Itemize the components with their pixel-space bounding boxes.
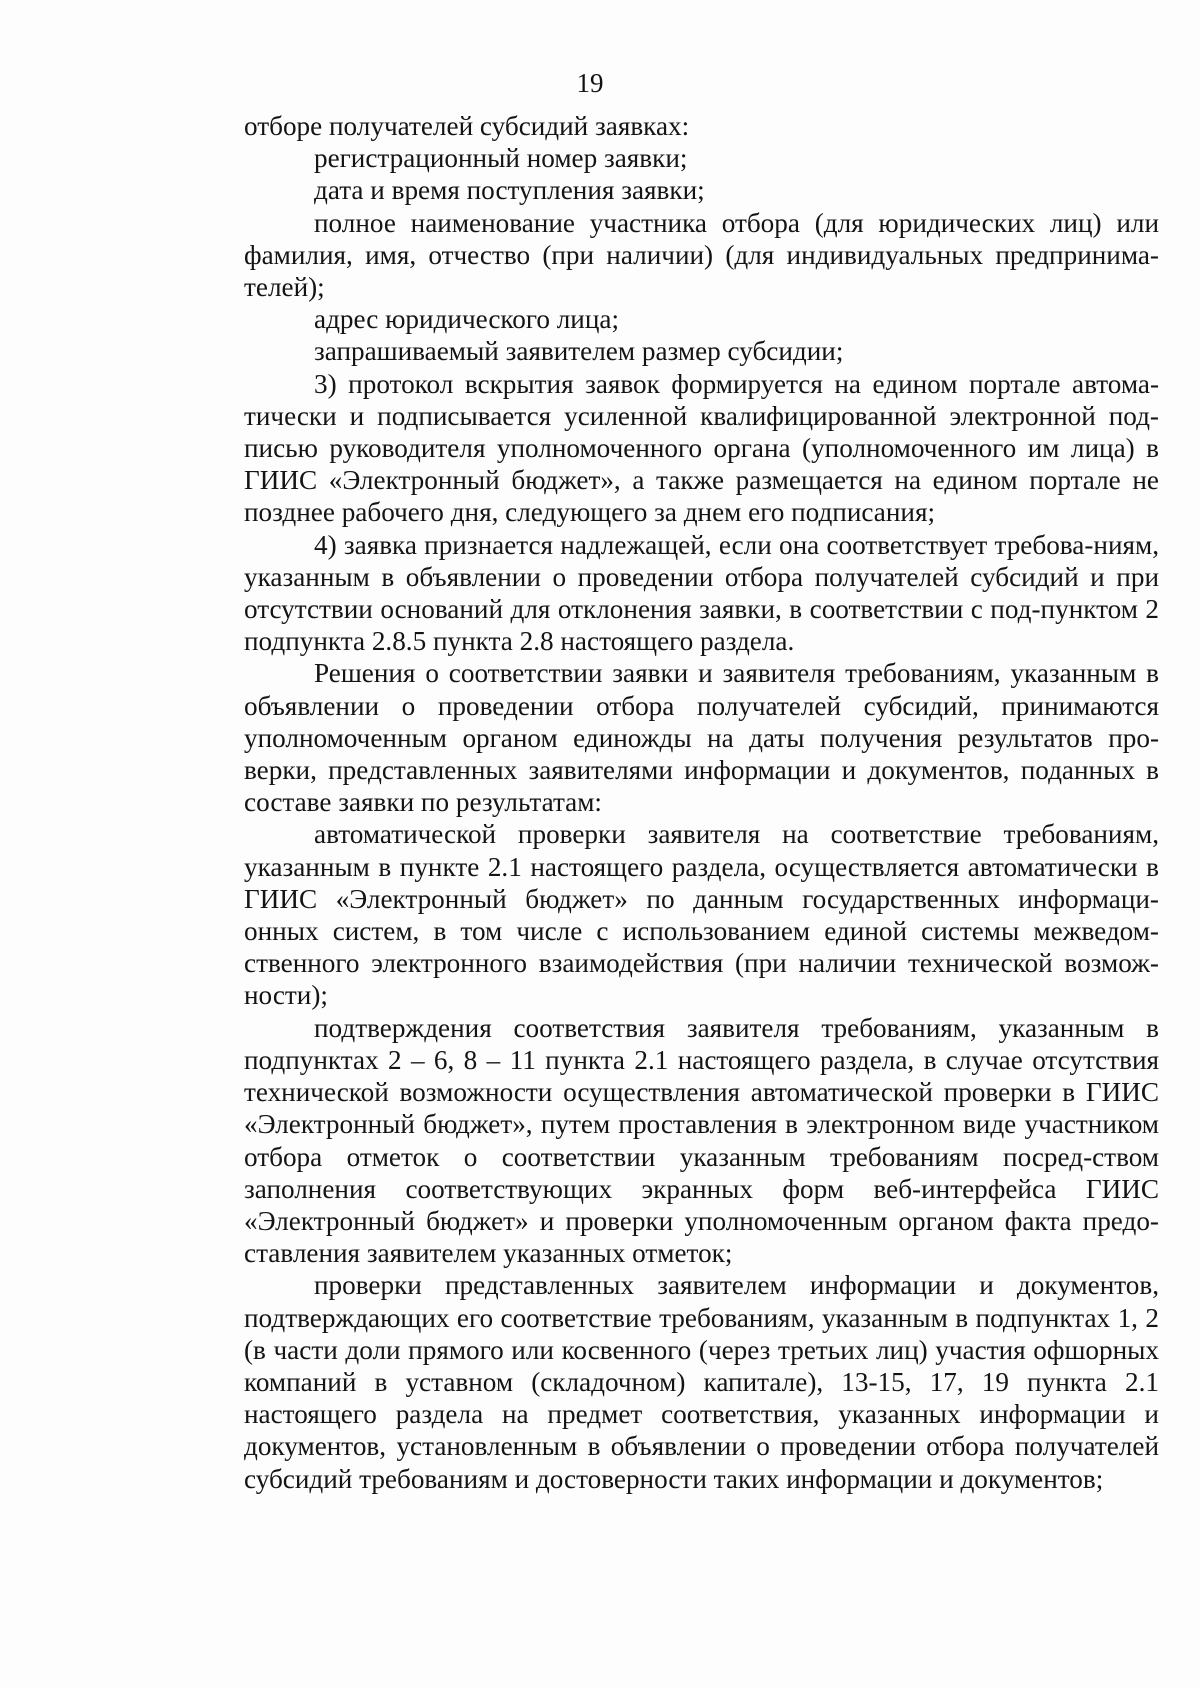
paragraph-automatic-check: автоматической проверки заявителя на соответствие требованиям, указанным в пункте 2.1 настоящего раздела, осуществляется автоматически в ГИИС «Электронный бюджет» по данным государственных информаци-онных систем, в том числе с использованием единой системы межведом-ственного электронного взаимодействия (при наличии технической возмож-ности);	[244, 819, 1159, 1011]
paragraph-item-4: 4) заявка признается надлежащей, если она соответствует требова-ниям, указанным в объявлении о проведении отбора получателей субсидий и при отсутствии оснований для отклонения заявки, в соответствии с под-пунктом 2 подпункта 2.8.5 пункта 2.8 настоящего раздела.	[244, 529, 1159, 657]
paragraph-item-3: 3) протокол вскрытия заявок формируется на едином портале автома-тически и подписывается усиленной квалифицированной электронной под-писью руководителя уполномоченного органа (уполномоченного им лица) в ГИИС «Электронный бюджет», а также размещается на едином портале не позднее рабочего дня, следующего за днем его подписания;	[244, 368, 1159, 528]
list-item-date-time: дата и время поступления заявки;	[314, 175, 705, 206]
paragraph-confirmation: подтверждения соответствия заявителя требованиям, указанным в подпунктах 2 – 6, 8 – 11 пункта 2.1 настоящего раздела, в случае отсутствия технической возможности осуществления автоматической проверки в ГИИС «Электронный бюджет», путем проставления в электронном виде участником отбора отметок о соответствии указанным требованиям посред-ством заполнения соответствующих экранных форм веб-интерфейса ГИИС «Электронный бюджет» и проверки уполномоченным органом факта предо-ставления заявителем указанных отметок;	[244, 1012, 1159, 1269]
page-number: 19	[576, 68, 604, 98]
list-item-address: адрес юридического лица;	[314, 304, 619, 335]
list-item-subsidy-amount: запрашиваемый заявителем размер субсидии;	[314, 336, 844, 367]
paragraph-continuation: отборе получателей субсидий заявках:	[244, 111, 690, 141]
list-item-full-name: полное наименование участника отбора (для юридических лиц) или фамилия, имя, отчество (при наличии) (для индивидуальных предпринима-телей);	[244, 207, 1159, 303]
paragraph-decisions: Решения о соответствии заявки и заявителя требованиям, указанным в объявлении о проведении отбора получателей субсидий, принимаются уполномоченным органом единожды на даты получения результатов про-верки, представленных заявителями информации и документов, поданных в составе заявки по результатам:	[244, 658, 1159, 818]
list-item-registration-number: регистрационный номер заявки;	[314, 143, 688, 174]
body-text	[244, 110, 1159, 1495]
paragraph-document-check: проверки представленных заявителем информации и документов, подтверждающих его соответствие требованиям, указанным в подпунктах 1, 2 (в части доли прямого или косвенного (через третьих лиц) участия офшорных компаний в уставном (складочном) капитале), 13-15, 17, 19 пункта 2.1 настоящего раздела на предмет соответствия, указанных информации и документов, установленным в объявлении о проведении отбора получателей субсидий требованиям и достоверности таких информации и документов;	[244, 1270, 1159, 1494]
